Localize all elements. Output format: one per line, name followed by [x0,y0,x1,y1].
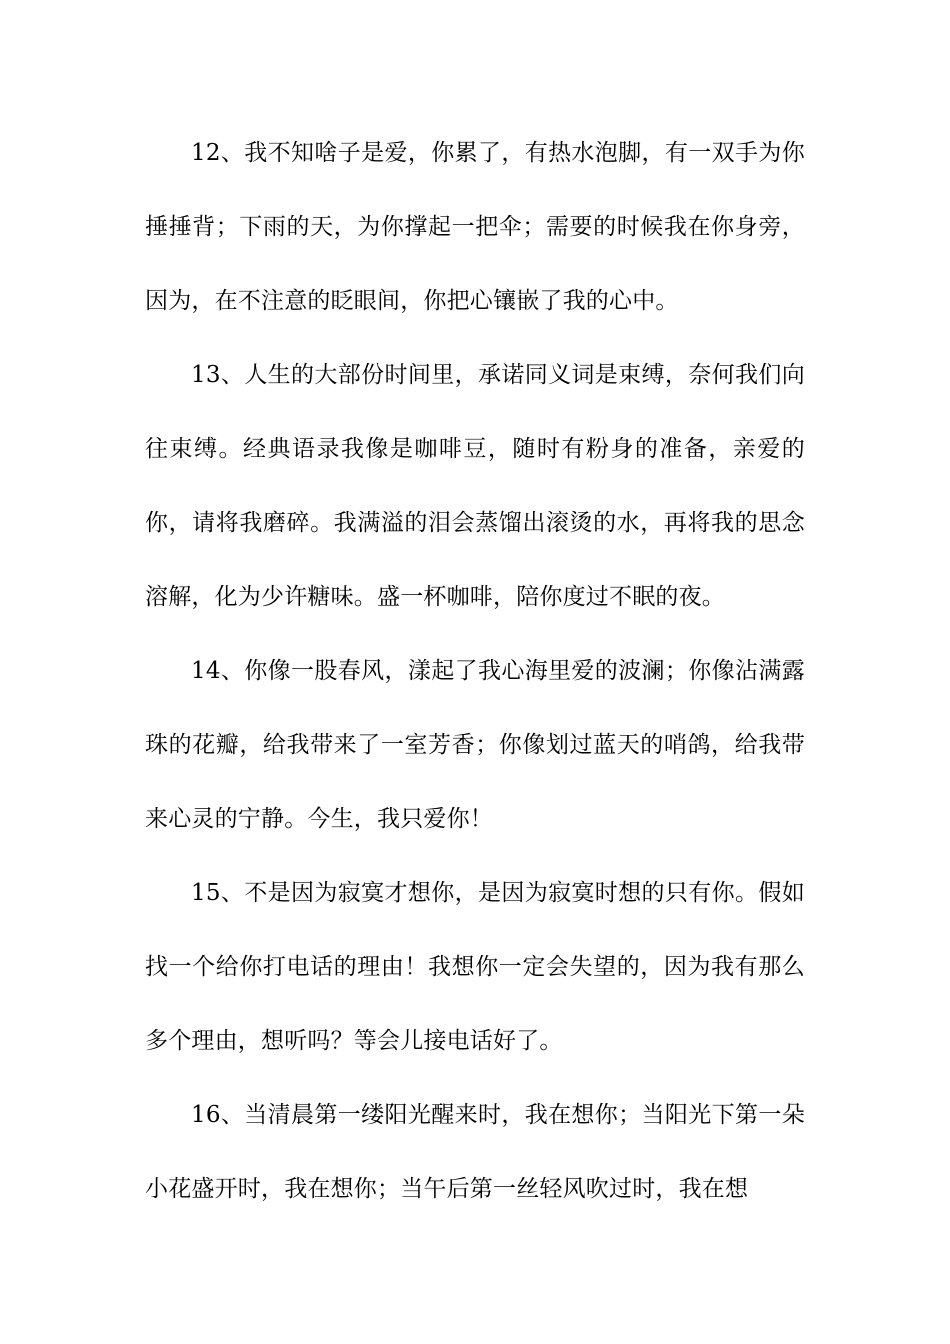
paragraph-15: 15、不是因为寂寞才想你，是因为寂寞时想的只有你。假如找一个给你打电话的理由！我想你一定会失望的，因为我有那么多个理由，想听吗？等会儿接电话好了。 [145,880,805,1054]
paragraph-12: 12、我不知啥子是爱，你累了，有热水泡脚，有一双手为你捶捶背；下雨的天，为你撑起一把伞；需要的时候我在你身旁，因为，在不注意的眨眼间，你把心镶嵌了我的心中。 [145,140,805,314]
document-body [145,116,805,1226]
paragraph-14: 14、你像一股春风，漾起了我心海里爱的波澜；你像沾满露珠的花瓣，给我带来了一室芳香；你像划过蓝天的哨鸽，给我带来心灵的宁静。今生，我只爱你！ [145,658,805,832]
paragraph-16: 16、当清晨第一缕阳光醒来时，我在想你；当阳光下第一朵小花盛开时，我在想你；当午后第一丝轻风吹过时，我在想 [145,1102,805,1202]
paragraph-13: 13、人生的大部份时间里，承诺同义词是束缚，奈何我们向往束缚。经典语录我像是咖啡豆，随时有粉身的准备，亲爱的你，请将我磨碎。我满溢的泪会蒸馏出滚烫的水，再将我的思念溶解，化为少许糖味。盛一杯咖啡，陪你度过不眠的夜。 [145,362,805,610]
